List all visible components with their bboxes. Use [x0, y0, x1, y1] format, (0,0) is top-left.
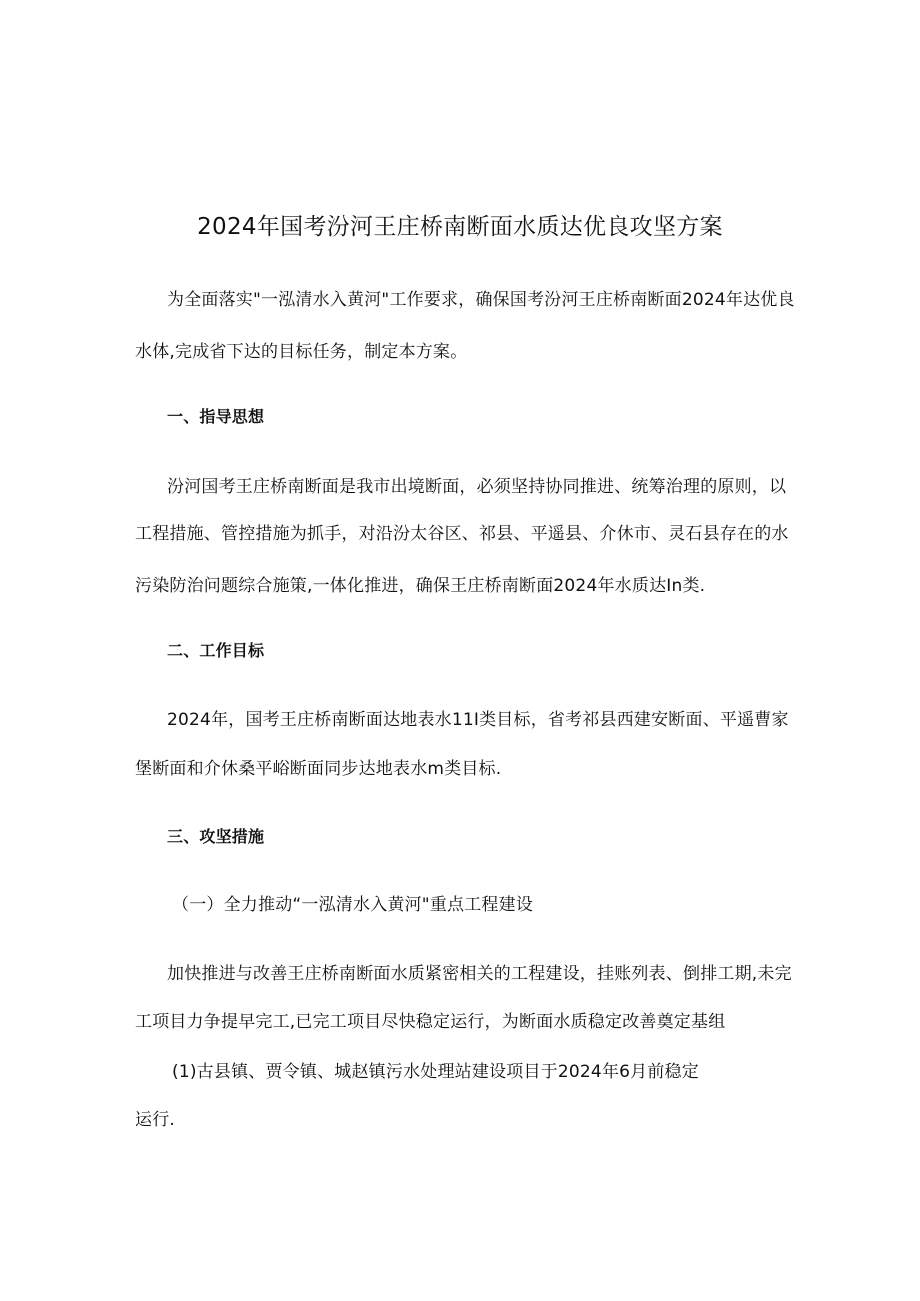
section1-line-1: 汾河国考王庄桥南断面是我市出境断面，必须坚持协同推进、统筹治理的原则，以: [167, 477, 787, 497]
intro-line-2: 水体,完成省下达的目标任务，制定本方案。: [135, 342, 468, 362]
section2-line-1: 2024年，国考王庄桥南断面达地表水11I类目标，省考祁县西建安断面、平遥曹家: [167, 710, 789, 730]
section2-line-2: 堡断面和介休桑平峪断面同步达地表水m类目标.: [135, 759, 502, 779]
item-1-line-1: (1)古县镇、贾令镇、城赵镇污水处理站建设项目于2024年6月前稳定: [172, 1062, 699, 1082]
section3-para-line-1: 加快推进与改善王庄桥南断面水质紧密相关的工程建设，挂账列表、倒排工期,未完: [167, 964, 792, 984]
intro-line-1: 为全面落实"一泓清水入黄河"工作要求，确保国考汾河王庄桥南断面2024年达优良: [167, 290, 795, 310]
section1-line-3: 污染防治问题综合施策,一体化推进，确保王庄桥南断面2024年水质达In类.: [135, 576, 706, 596]
subsection-heading-1: （一）全力推动“一泓清水入黄河"重点工程建设: [172, 895, 534, 915]
item-1-line-2: 运行.: [135, 1110, 176, 1130]
section-heading-measures: 三、攻坚措施: [167, 827, 265, 846]
section-heading-work-goals: 二、工作目标: [167, 641, 265, 660]
document-title: 2024年国考汾河王庄桥南断面水质达优良攻坚方案: [197, 214, 723, 240]
section-heading-guiding-ideology: 一、指导思想: [167, 407, 265, 426]
section3-para-line-2: 工项目力争提早完工,已完工项目尽快稳定运行，为断面水质稳定改善奠定基组: [135, 1012, 726, 1032]
section1-line-2: 工程措施、管控措施为抓手，对沿汾太谷区、祁县、平遥县、介休市、灵石县存在的水: [135, 524, 789, 544]
